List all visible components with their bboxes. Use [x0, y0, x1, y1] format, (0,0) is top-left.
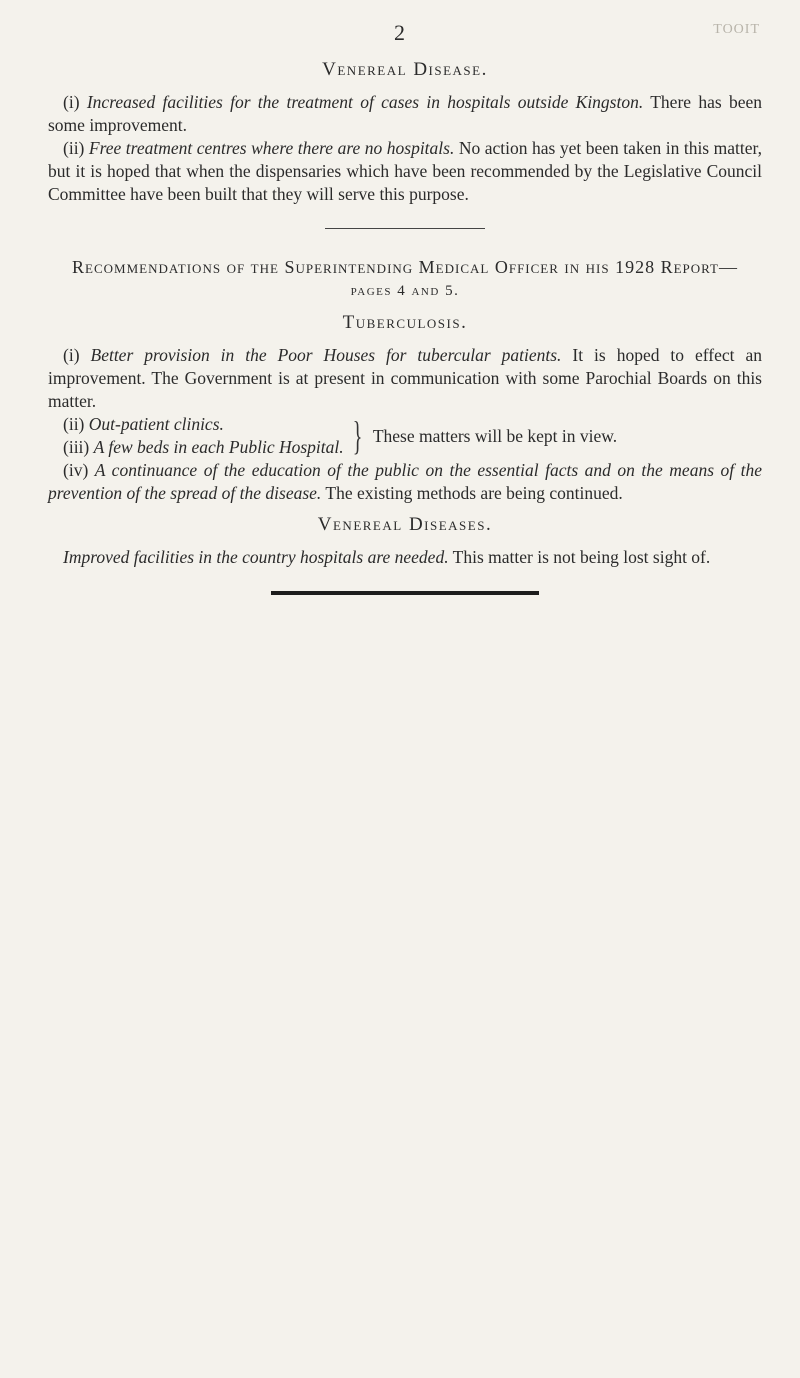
item-title: A continuance of the education of the public on the essential facts and on the means of the prevention of the spread of the disease.: [48, 460, 762, 503]
page-content: [48, 58, 762, 595]
recommendations-heading-line2: pages 4 and 5.: [350, 283, 460, 299]
recommendations-heading-line1: Recommendations of the Superintending Medical Officer in his 1928 Report—: [72, 257, 738, 277]
section-divider: [325, 228, 485, 229]
brace-note: These matters will be kept in view.: [372, 425, 618, 446]
braced-items: [63, 413, 344, 459]
recommendations-heading: [48, 255, 762, 303]
tuberculosis-item-ii: [63, 413, 344, 436]
item-label: (i): [63, 345, 80, 365]
venereal-disease-heading: Venereal Disease.: [322, 59, 488, 80]
corner-stamp-mark: TOOIT: [713, 22, 760, 37]
item-body: This matter is not being lost sight of.: [452, 547, 711, 567]
item-body: No action has yet been taken in this matter, but it is hoped that when the dispensaries which have been recommended by the Legislative Council Committee have been built that they will serve this purpose.: [48, 138, 763, 204]
right-brace-icon: }: [352, 413, 363, 458]
item-title: A few beds in each Public Hospital.: [93, 437, 344, 457]
item-body: It is hoped to effect an improvement. The Government is at present in communication with some Parochial Boards on this matter.: [48, 345, 762, 411]
page-number: 2: [394, 20, 406, 45]
item-title: Better provision in the Poor Houses for tubercular patients.: [90, 345, 562, 365]
item-title: Out-patient clinics.: [88, 414, 224, 434]
tuberculosis-items-ii-iii: [48, 413, 762, 459]
venereal-item-ii: [48, 137, 762, 206]
tuberculosis-heading: Tuberculosis.: [342, 312, 468, 333]
end-rule: [271, 591, 539, 595]
tuberculosis-item-iii: [63, 436, 344, 459]
item-body: The existing methods are being continued.: [325, 483, 623, 503]
venereal-item-i: [48, 91, 762, 137]
venereal-diseases-paragraph: [48, 546, 762, 569]
item-title: Improved facilities in the country hospitals are needed.: [63, 547, 449, 567]
item-label: (iii): [63, 437, 90, 457]
item-label: (iv): [63, 460, 89, 480]
tuberculosis-item-i: [48, 344, 762, 413]
venereal-diseases-heading: Venereal Diseases.: [317, 514, 493, 535]
item-body: There has been some improvement.: [48, 92, 763, 135]
item-title: Free treatment centres where there are no hospitals.: [88, 138, 455, 158]
item-title: Increased facilities for the treatment of cases in hospitals outside Kingston.: [86, 92, 644, 112]
item-label: (i): [63, 92, 80, 112]
tuberculosis-item-iv: [48, 459, 762, 505]
item-label: (ii): [63, 138, 85, 158]
item-label: (ii): [63, 414, 85, 434]
